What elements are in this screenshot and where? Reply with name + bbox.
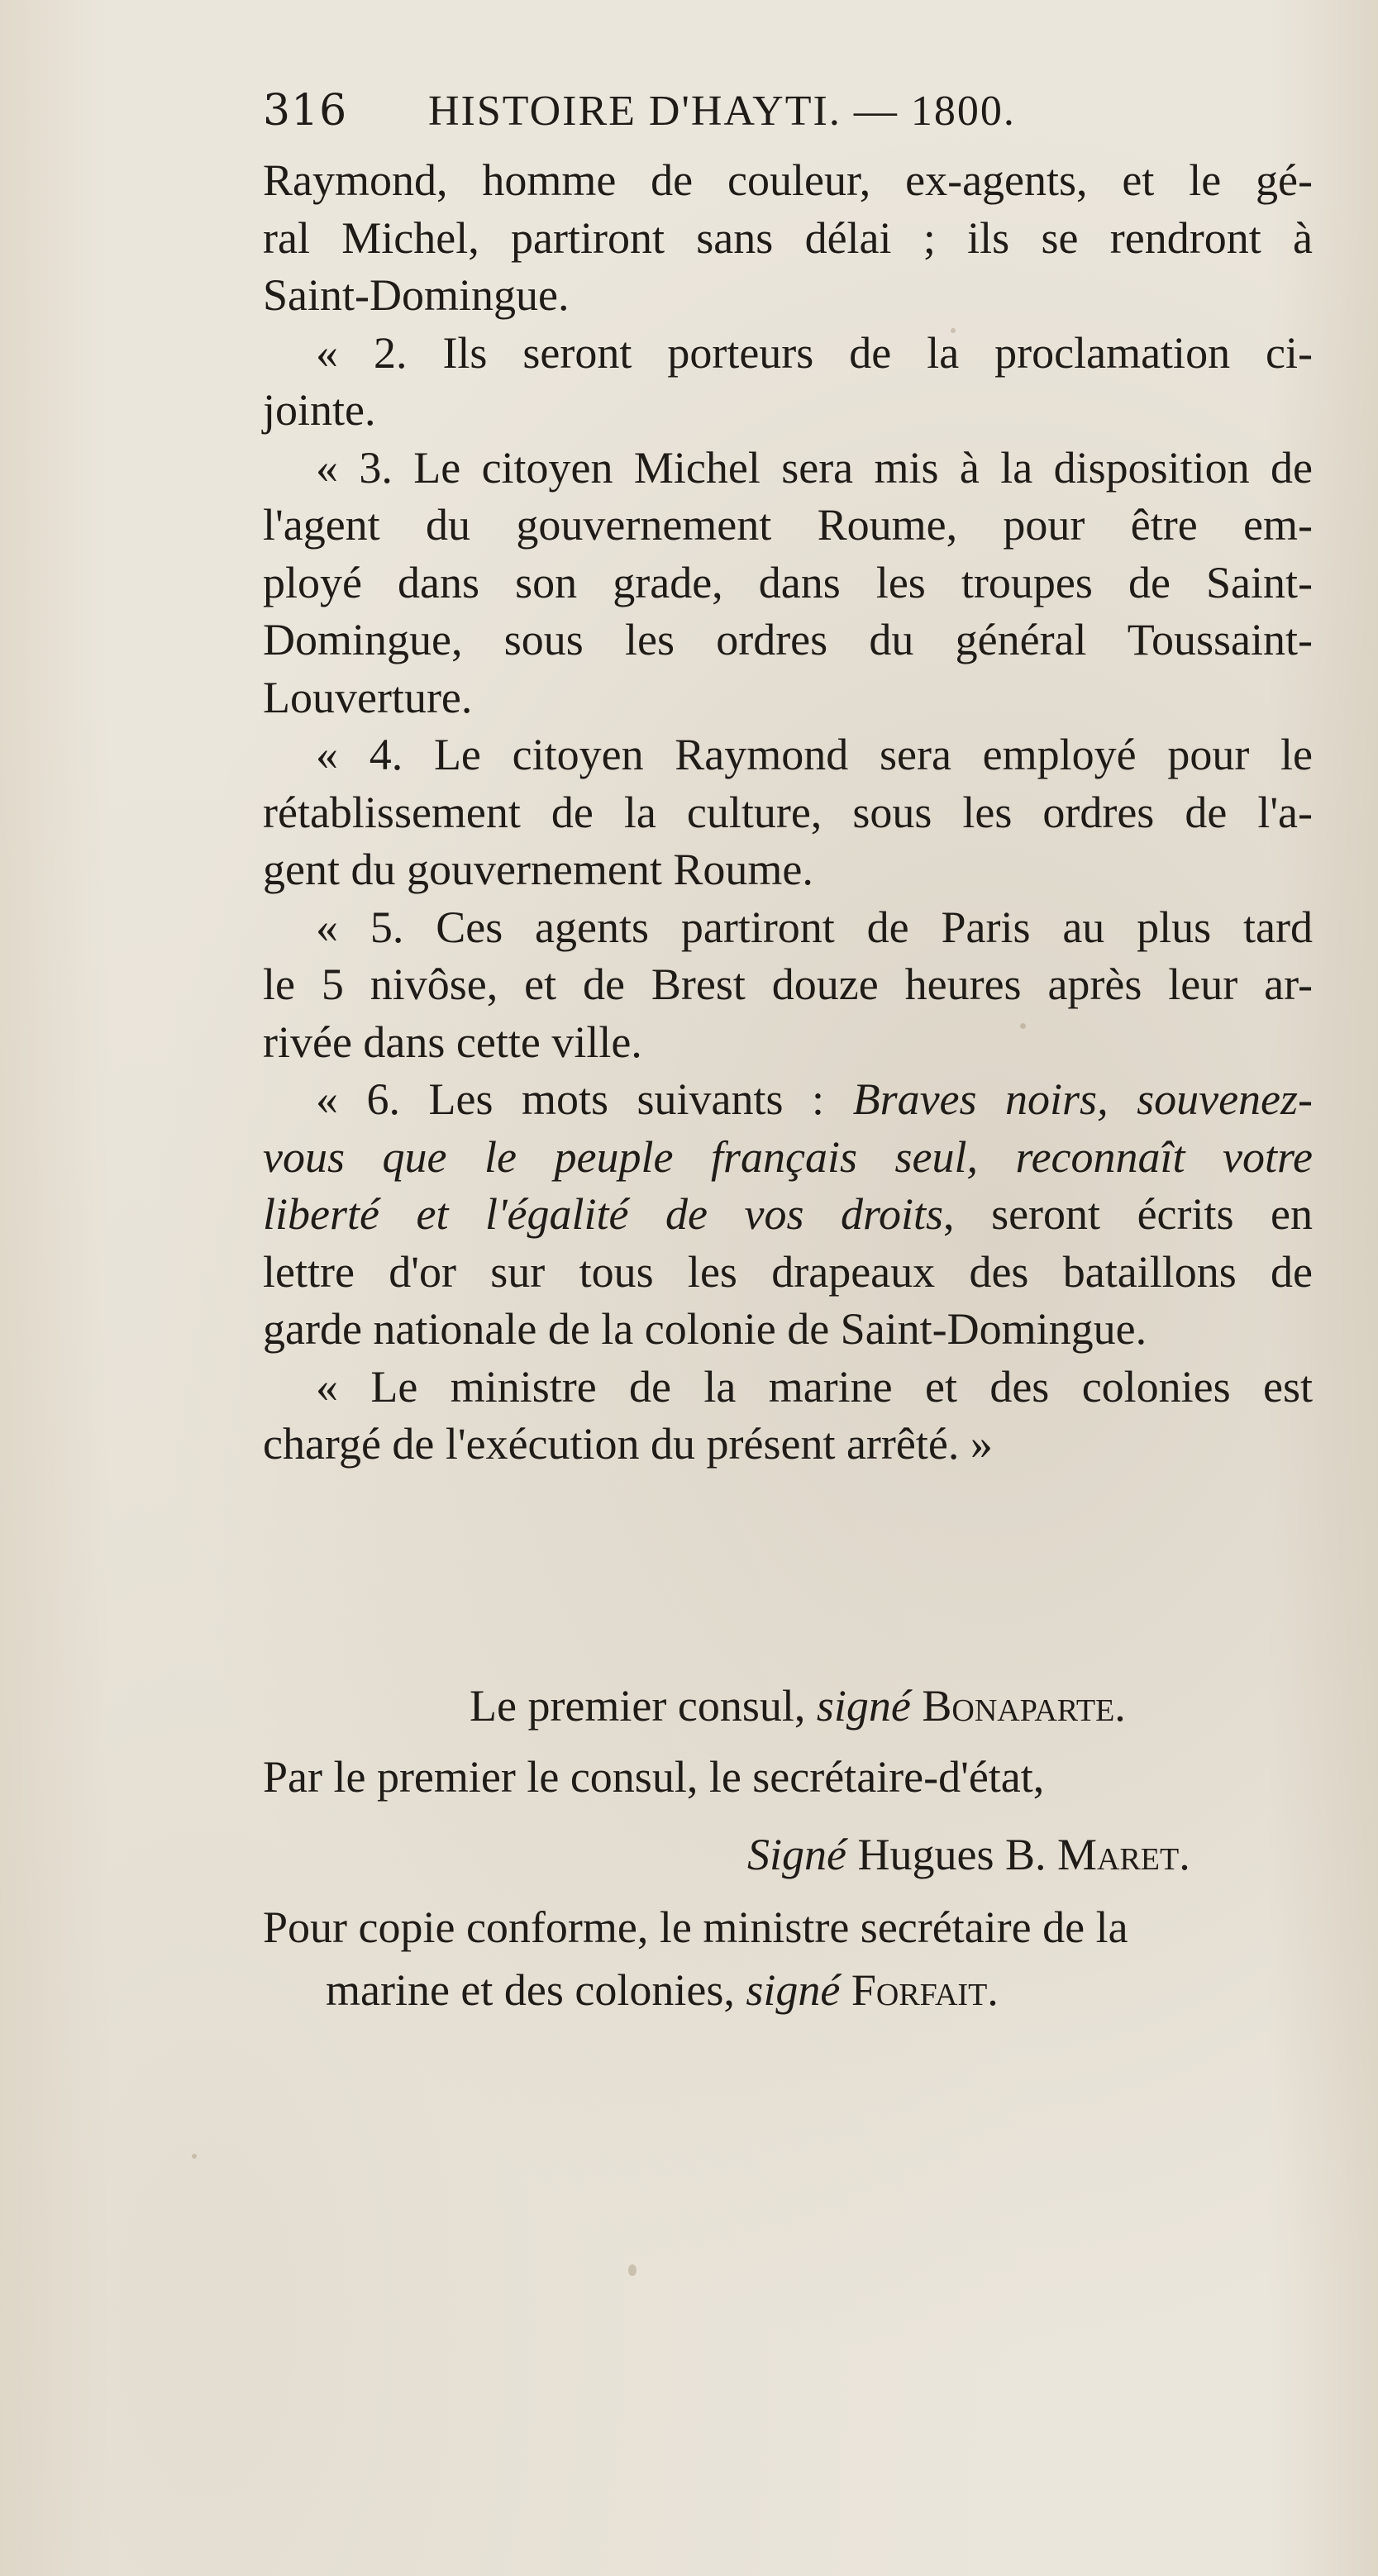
bonaparte-name: Bonaparte. xyxy=(922,1681,1126,1731)
text-line: chargé de l'exécution du présent arrêté. » xyxy=(263,1419,993,1469)
italic-quote: Braves noirs, souvenez- xyxy=(852,1074,1313,1124)
text-line: « 3. Le citoyen Michel sera mis à la disposition de xyxy=(316,442,1313,493)
text-line: « 4. Le citoyen Raymond sera employé pour le xyxy=(316,730,1313,779)
text-line: lettre d'or sur tous les drapeaux des bataillons de xyxy=(263,1246,1313,1297)
running-head xyxy=(263,86,1313,152)
copy-line: Pour copie conforme, le ministre secrétaire de la xyxy=(263,1902,1128,1952)
text-line: ployé dans son grade, dans les troupes de Saint- xyxy=(263,557,1313,607)
main-text xyxy=(263,86,1313,1474)
text-line: Raymond, homme de couleur, ex-agents, et le gé- xyxy=(263,155,1313,205)
article-6-line-1 xyxy=(263,1071,1313,1129)
text-line: Louverture. xyxy=(263,672,473,722)
running-title: HISTOIRE D'HAYTI. — 1800. xyxy=(428,88,1016,135)
article-6-tail: , seront écrits en xyxy=(943,1189,1313,1239)
text-line: « 5. Ces agents partiront de Paris au plus tard xyxy=(316,902,1313,952)
text-line: rivée dans cette ville. xyxy=(263,1017,642,1067)
text-line: Domingue, sous les ordres du général Toussaint- xyxy=(263,615,1313,664)
text-line: Saint-Domingue. xyxy=(263,270,570,320)
hugues-name: Hugues B. xyxy=(846,1830,1057,1879)
text-line: le 5 nivôse, et de Brest douze heures après leur ar- xyxy=(263,959,1313,1009)
text-line: « 2. Ils seront porteurs de la proclamation ci- xyxy=(316,327,1313,378)
article-6-line-3 xyxy=(263,1186,1313,1244)
text-line: rétablissement de la culture, sous les ordres de l'a- xyxy=(263,787,1313,837)
italic-quote: liberté et l'égalité de vos droits xyxy=(263,1189,944,1239)
maret-signature xyxy=(263,1813,1313,1896)
consul-signature xyxy=(263,1671,1313,1740)
signe-word: signé xyxy=(746,1965,841,2015)
signe-word: Signé xyxy=(747,1830,846,1879)
forfait-name: Forfait. xyxy=(851,1965,999,2015)
signe-word: signé xyxy=(816,1681,911,1731)
paper-spot xyxy=(628,2264,637,2276)
italic-quote-line: vous que le peuple français seul, reconnaît votre xyxy=(263,1131,1313,1182)
secretary-line: Par le premier le consul, le secrétaire-d'état, xyxy=(263,1752,1045,1802)
forfait-signature xyxy=(263,1959,1313,2021)
consul-prefix: Le premier consul, xyxy=(470,1681,817,1731)
signature-block xyxy=(263,1671,1313,2021)
maret-name: Maret. xyxy=(1056,1830,1190,1879)
article-6-lead: « 6. Les mots suivants : xyxy=(316,1074,853,1124)
text-line: garde nationale de la colonie de Saint-Domingue. xyxy=(263,1304,1147,1354)
text-line: l'agent du gouvernement Roume, pour être em- xyxy=(263,500,1313,550)
text-line: gent du gouvernement Roume. xyxy=(263,845,813,894)
text-line: « Le ministre de la marine et des colonies est xyxy=(316,1361,1313,1412)
page-number: 316 xyxy=(263,86,348,136)
paper-spot xyxy=(192,2154,197,2159)
text-line: ral Michel, partiront sans délai ; ils se rendront à xyxy=(263,212,1313,263)
text-line: jointe. xyxy=(263,385,376,435)
marine-prefix: marine et des colonies, xyxy=(326,1965,746,2015)
